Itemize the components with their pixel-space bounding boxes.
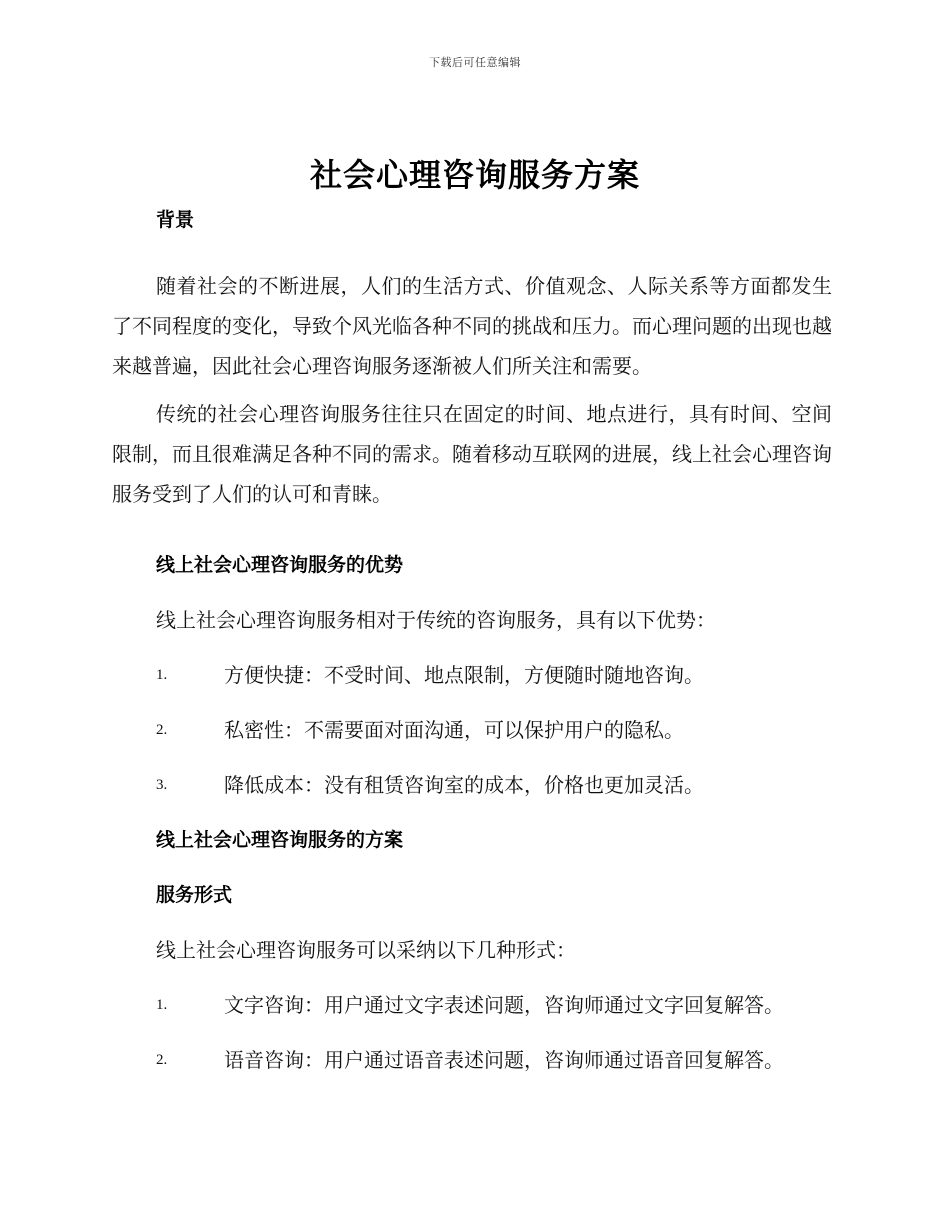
list-item-text: 文字咨询：用户通过文字表述问题，咨询师通过文字回复解答。 [224,993,784,1017]
section-heading-plan: 线上社会心理咨询服务的方案 [156,829,404,851]
list-item-text: 方便快捷：不受时间、地点限制，方便随时随地咨询。 [224,663,704,687]
advantages-intro: 线上社会心理咨询服务相对于传统的咨询服务，具有以下优势： [156,608,716,632]
list-item [112,660,832,690]
list-item [112,990,832,1020]
list-item-number: 3. [156,777,168,793]
document-title: 社会心理咨询服务方案 [309,156,640,194]
list-item [112,715,832,745]
section-heading-advantages: 线上社会心理咨询服务的优势 [156,554,404,576]
background-paragraph-2: 传统的社会心理咨询服务往往只在固定的时间、地点进行，具有时间、空间限制，而且很难满足各种不同的需求。随着移动互联网的进展，线上社会心理咨询服务受到了人们的认可和青睐。 [112,402,832,506]
list-item [112,1045,832,1075]
list-item-text: 私密性：不需要面对面沟通，可以保护用户的隐私。 [224,718,684,742]
list-item [112,770,832,800]
subsection-heading-service-form: 服务形式 [156,884,233,906]
list-item-number: 1. [156,997,168,1013]
section-heading-background: 背景 [156,209,195,231]
list-item-text: 降低成本：没有租赁咨询室的成本，价格也更加灵活。 [224,773,704,797]
plan-intro: 线上社会心理咨询服务可以采纳以下几种形式： [156,938,576,962]
list-item-number: 2. [156,722,168,738]
background-paragraph-1: 随着社会的不断进展，人们的生活方式、价值观念、人际关系等方面都发生了不同程度的变化，导致个风光临各种不同的挑战和压力。而心理问题的出现也越来越普遍，因此社会心理咨询服务逐渐被人们所关注和需要。 [112,274,832,378]
list-item-number: 2. [156,1052,168,1068]
list-item-number: 1. [156,667,168,683]
document-body [112,205,832,1075]
list-item-text: 语音咨询：用户通过语音表述问题，咨询师通过语音回复解答。 [224,1048,784,1072]
page-header-note: 下载后可任意编辑 [429,56,521,69]
